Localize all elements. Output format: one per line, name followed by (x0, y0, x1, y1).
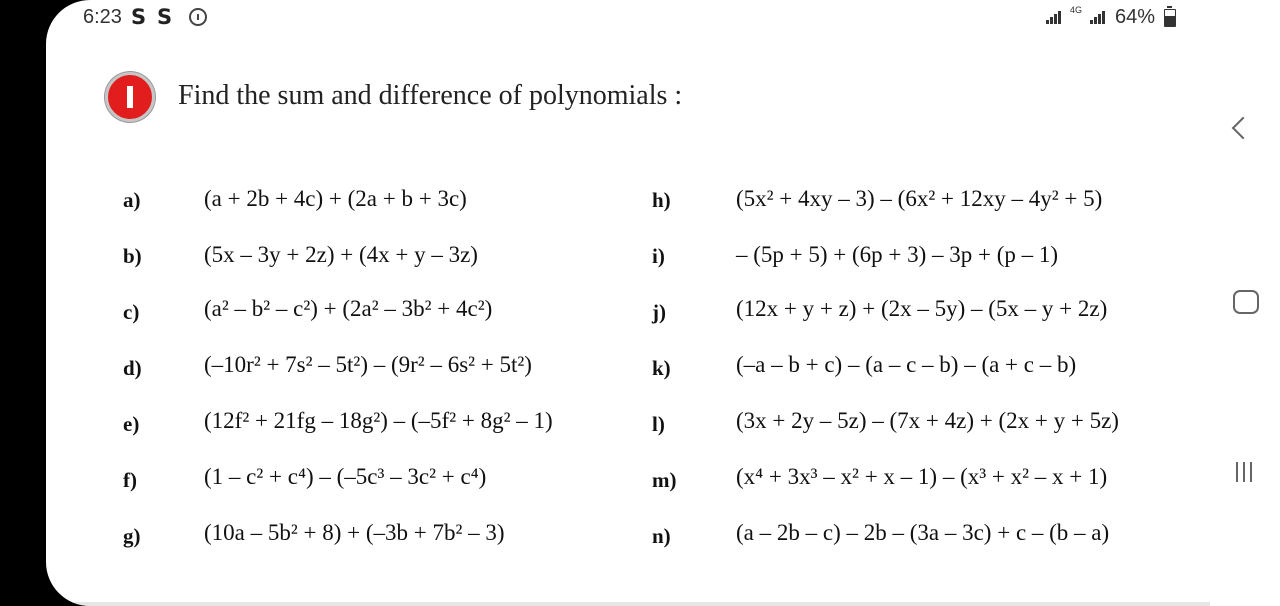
battery-icon (1164, 9, 1176, 27)
problem-expression: (5x – 3y + 2z) + (4x + y – 3z) (204, 242, 478, 267)
problem-label: f) (123, 468, 137, 492)
screen (46, 0, 1210, 606)
problem-expression: (a² – b² – c²) + (2a² – 3b² + 4c²) (204, 296, 493, 321)
network-type: 4G (1070, 5, 1083, 15)
problem-expression: (x⁴ + 3x³ – x² + x – 1) – (x³ + x² – x + 1) (736, 464, 1108, 489)
problem-expression: (a + 2b + 4c) + (2a + b + 3c) (204, 186, 467, 211)
problem-expression: (–10r² + 7s² – 5t²) – (9r² – 6s² + 5t²) (204, 352, 532, 377)
problem-label: m) (652, 468, 677, 492)
problem-label: j) (652, 300, 666, 324)
problem-expression: (1 – c² + c⁴) – (–5c³ – 3c² + c⁴) (204, 464, 487, 489)
problem-label: g) (123, 524, 141, 548)
divider (46, 602, 1210, 606)
problem-label: k) (652, 356, 671, 380)
problem-label: b) (123, 244, 142, 268)
notification-s-icon: S (131, 5, 147, 29)
exclamation-icon (105, 72, 155, 122)
problem-expression: (12f² + 21fg – 18g²) – (–5f² + 8g² – 1) (204, 408, 553, 433)
problem-label: l) (652, 412, 665, 436)
back-icon[interactable] (1232, 117, 1255, 140)
problem-expression: (3x + 2y – 5z) – (7x + 4z) + (2x + y + 5z) (736, 408, 1119, 433)
problem-label: i) (652, 244, 665, 268)
problem-label: n) (652, 524, 671, 548)
signal-icon (1090, 12, 1108, 24)
battery-percent: 64% (1115, 6, 1156, 28)
status-time: 6:23 (83, 6, 122, 28)
problem-expression: – (5p + 5) + (6p + 3) – 3p + (p – 1) (736, 242, 1059, 267)
problem-expression: (5x² + 4xy – 3) – (6x² + 12xy – 4y² + 5) (736, 186, 1103, 211)
signal-icon (1046, 12, 1064, 24)
problem-expression: (–a – b + c) – (a – c – b) – (a + c – b) (736, 352, 1077, 377)
problem-label: a) (123, 188, 141, 212)
problem-expression: (a – 2b – c) – 2b – (3a – 3c) + c – (b – a) (736, 520, 1110, 545)
navigation-bar (1210, 0, 1280, 606)
problem-label: h) (652, 188, 671, 212)
home-icon[interactable] (1233, 290, 1259, 314)
info-icon (189, 8, 207, 26)
page-title: Find the sum and difference of polynomials : (178, 80, 683, 111)
problem-expression: (10a – 5b² + 8) + (–3b + 7b² – 3) (204, 520, 505, 545)
notification-s-icon: S (157, 5, 173, 29)
problem-label: c) (123, 300, 140, 324)
problem-label: e) (123, 412, 140, 436)
problem-expression: (12x + y + z) + (2x – 5y) – (5x – y + 2z) (736, 296, 1108, 321)
problem-label: d) (123, 356, 142, 380)
recent-apps-icon[interactable] (1234, 462, 1256, 482)
